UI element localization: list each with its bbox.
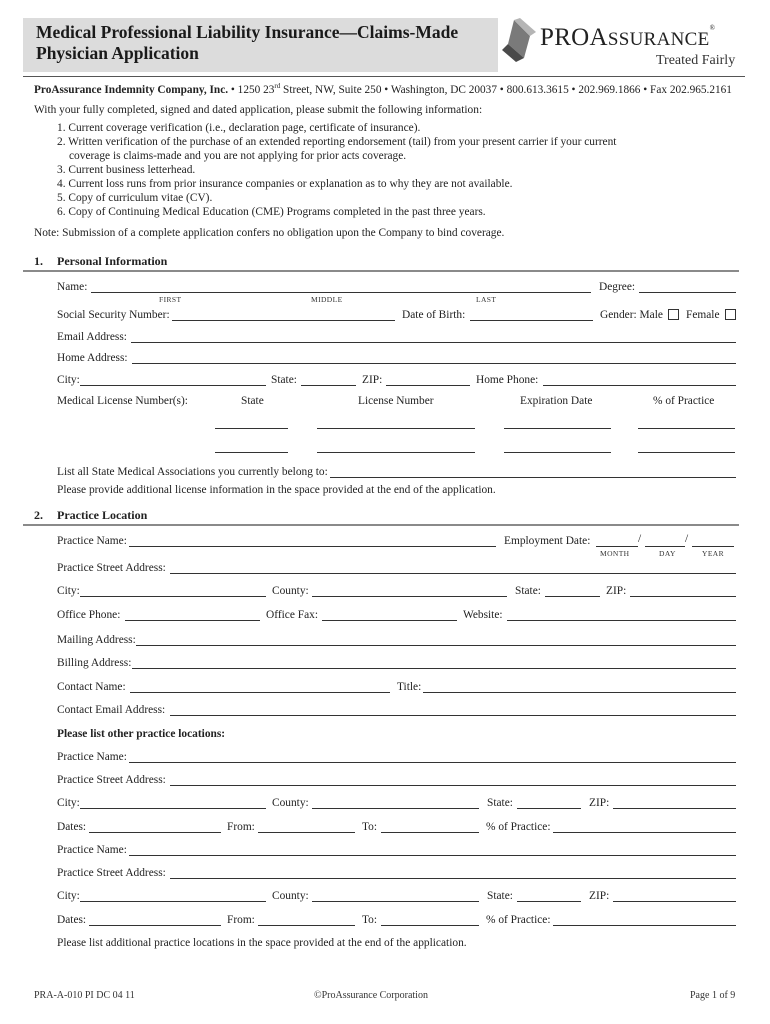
company-address-line: ProAssurance Indemnity Company, Inc. • 1250 23rd Street, NW, Suite 250 • Washington, DC 20037 • 800.613.3615 • 202.969.1866 • Fax 202.965.2161 [34, 82, 732, 96]
date-separator: / [685, 533, 689, 545]
other-county-label: County: [272, 890, 309, 902]
contact-title-field[interactable] [423, 692, 736, 693]
other-state-label: State: [487, 797, 513, 809]
dob-field[interactable] [470, 320, 593, 321]
license-expiration-field[interactable] [504, 428, 611, 429]
gender-female-label: Female [686, 309, 720, 321]
practice-state-field[interactable] [545, 596, 600, 597]
contact-email-field[interactable] [170, 715, 736, 716]
intro-text: With your fully completed, signed and dated application, please submit the following information: [34, 104, 483, 116]
license-percent-field[interactable] [638, 452, 735, 453]
practice-county-label: County: [272, 585, 309, 597]
percent-practice-field[interactable] [553, 925, 736, 926]
practice-county-field[interactable] [312, 596, 507, 597]
home-city-label: City: [57, 374, 80, 386]
practice-name-field[interactable] [129, 546, 496, 547]
other-practice-name-field[interactable] [129, 762, 736, 763]
dates-label: Dates: [57, 914, 87, 926]
dates-field[interactable] [89, 832, 221, 833]
form-title: Medical Professional Liability Insurance—Claims-Made Physician Application [36, 22, 459, 63]
employment-year-field[interactable] [692, 546, 734, 547]
year-caption: YEAR [702, 549, 725, 558]
associations-label: List all State Medical Associations you currently belong to: [57, 466, 328, 478]
home-state-field[interactable] [301, 385, 356, 386]
license-col-expiration: Expiration Date [520, 395, 593, 407]
other-zip-label: ZIP: [589, 797, 610, 809]
section-1-title: Personal Information [57, 254, 168, 268]
note-text: Note: Submission of a complete application confers no obligation upon the Company to bind coverage. [34, 227, 505, 239]
license-note: Please provide additional license information in the space provided at the end of the application. [57, 484, 496, 496]
website-label: Website: [463, 609, 503, 621]
dates-field[interactable] [89, 925, 221, 926]
dob-label: Date of Birth: [402, 309, 466, 321]
percent-practice-field[interactable] [553, 832, 736, 833]
home-address-field[interactable] [132, 363, 736, 364]
ssn-field[interactable] [172, 320, 395, 321]
name-label: Name: [57, 281, 88, 293]
to-label: To: [362, 914, 378, 926]
gender-label: Gender: Male [600, 309, 663, 321]
from-label: From: [227, 914, 255, 926]
employment-day-field[interactable] [645, 546, 685, 547]
other-city-field[interactable] [80, 808, 266, 809]
home-state-label: State: [271, 374, 297, 386]
license-col-state: State [241, 395, 264, 407]
day-caption: DAY [659, 549, 676, 558]
associations-field[interactable] [330, 477, 736, 478]
email-label: Email Address: [57, 331, 127, 343]
home-zip-label: ZIP: [362, 374, 383, 386]
office-phone-field[interactable] [125, 620, 260, 621]
degree-field[interactable] [639, 292, 736, 293]
office-fax-label: Office Fax: [266, 609, 318, 621]
mailing-address-label: Mailing Address: [57, 634, 136, 646]
to-label: To: [362, 821, 378, 833]
employment-month-field[interactable] [596, 546, 638, 547]
other-county-label: County: [272, 797, 309, 809]
home-phone-label: Home Phone: [476, 374, 539, 386]
date-separator: / [638, 533, 642, 545]
other-zip-field[interactable] [613, 808, 736, 809]
header-divider [23, 76, 745, 77]
degree-label: Degree: [599, 281, 636, 293]
last-caption: LAST [476, 295, 497, 304]
first-caption: FIRST [159, 295, 182, 304]
section-2-rule [23, 524, 739, 526]
tagline: Treated Fairly [656, 53, 736, 68]
practice-city-field[interactable] [80, 596, 266, 597]
contact-title-label: Title: [397, 681, 422, 693]
license-expiration-field[interactable] [504, 452, 611, 453]
month-caption: MONTH [600, 549, 630, 558]
other-state-label: State: [487, 890, 513, 902]
practice-street-field[interactable] [170, 573, 736, 574]
contact-email-label: Contact Email Address: [57, 704, 166, 716]
billing-address-label: Billing Address: [57, 657, 132, 669]
name-field[interactable] [91, 292, 591, 293]
license-number-field[interactable] [317, 428, 475, 429]
from-label: From: [227, 821, 255, 833]
other-locations-heading: Please list other practice locations: [57, 728, 226, 740]
license-state-field[interactable] [215, 452, 288, 453]
percent-practice-label: % of Practice: [486, 914, 551, 926]
office-fax-field[interactable] [322, 620, 457, 621]
from-field[interactable] [258, 925, 355, 926]
other-practice-street-field[interactable] [170, 785, 736, 786]
other-city-label: City: [57, 797, 80, 809]
other-practice-street-field[interactable] [170, 878, 736, 879]
from-field[interactable] [258, 832, 355, 833]
section-2-number: 2. [34, 508, 43, 522]
other-state-field[interactable] [517, 901, 581, 902]
to-field[interactable] [381, 925, 479, 926]
section-2-title: Practice Location [57, 508, 148, 522]
other-practice-street-label: Practice Street Address: [57, 774, 166, 786]
employment-date-label: Employment Date: [504, 535, 591, 547]
other-zip-field[interactable] [613, 901, 736, 902]
dates-label: Dates: [57, 821, 87, 833]
home-zip-field[interactable] [386, 385, 470, 386]
copyright: ©ProAssurance Corporation [314, 990, 428, 1001]
ssn-label: Social Security Number: [57, 309, 170, 321]
gender-male-checkbox[interactable] [668, 309, 679, 320]
office-phone-label: Office Phone: [57, 609, 121, 621]
other-practice-name-label: Practice Name: [57, 844, 127, 856]
additional-locations-note: Please list additional practice locations in the space provided at the end of the application. [57, 937, 467, 949]
home-phone-field[interactable] [543, 385, 736, 386]
billing-address-field[interactable] [132, 668, 736, 669]
other-practice-name-field[interactable] [129, 855, 736, 856]
brand-wordmark: PROASSURANCE® [540, 24, 716, 51]
page-number: Page 1 of 9 [690, 990, 736, 1001]
other-zip-label: ZIP: [589, 890, 610, 902]
middle-caption: MIDDLE [311, 295, 343, 304]
section-1-number: 1. [34, 254, 43, 268]
website-field[interactable] [507, 620, 736, 621]
other-city-field[interactable] [80, 901, 266, 902]
email-field[interactable] [131, 342, 736, 343]
license-col-percent: % of Practice [653, 395, 715, 407]
license-label: Medical License Number(s): [57, 395, 188, 407]
other-county-field[interactable] [312, 901, 479, 902]
other-county-field[interactable] [312, 808, 479, 809]
home-address-label: Home Address: [57, 352, 128, 364]
contact-name-field[interactable] [130, 692, 390, 693]
practice-city-label: City: [57, 585, 80, 597]
percent-practice-label: % of Practice: [486, 821, 551, 833]
contact-name-label: Contact Name: [57, 681, 126, 693]
mailing-address-field[interactable] [136, 645, 736, 646]
practice-street-label: Practice Street Address: [57, 562, 166, 574]
proassurance-logo-icon [500, 18, 542, 62]
practice-zip-label: ZIP: [606, 585, 627, 597]
license-state-field[interactable] [215, 428, 288, 429]
other-state-field[interactable] [517, 808, 581, 809]
license-number-field[interactable] [317, 452, 475, 453]
home-city-field[interactable] [80, 385, 266, 386]
practice-zip-field[interactable] [630, 596, 736, 597]
section-1-rule [23, 270, 739, 272]
gender-female-checkbox[interactable] [725, 309, 736, 320]
practice-name-label: Practice Name: [57, 535, 127, 547]
license-col-number: License Number [358, 395, 434, 407]
practice-state-label: State: [515, 585, 541, 597]
other-practice-street-label: Practice Street Address: [57, 867, 166, 879]
other-practice-name-label: Practice Name: [57, 751, 127, 763]
to-field[interactable] [381, 832, 479, 833]
form-id: PRA-A-010 PI DC 04 11 [34, 990, 135, 1001]
license-percent-field[interactable] [638, 428, 735, 429]
other-city-label: City: [57, 890, 80, 902]
